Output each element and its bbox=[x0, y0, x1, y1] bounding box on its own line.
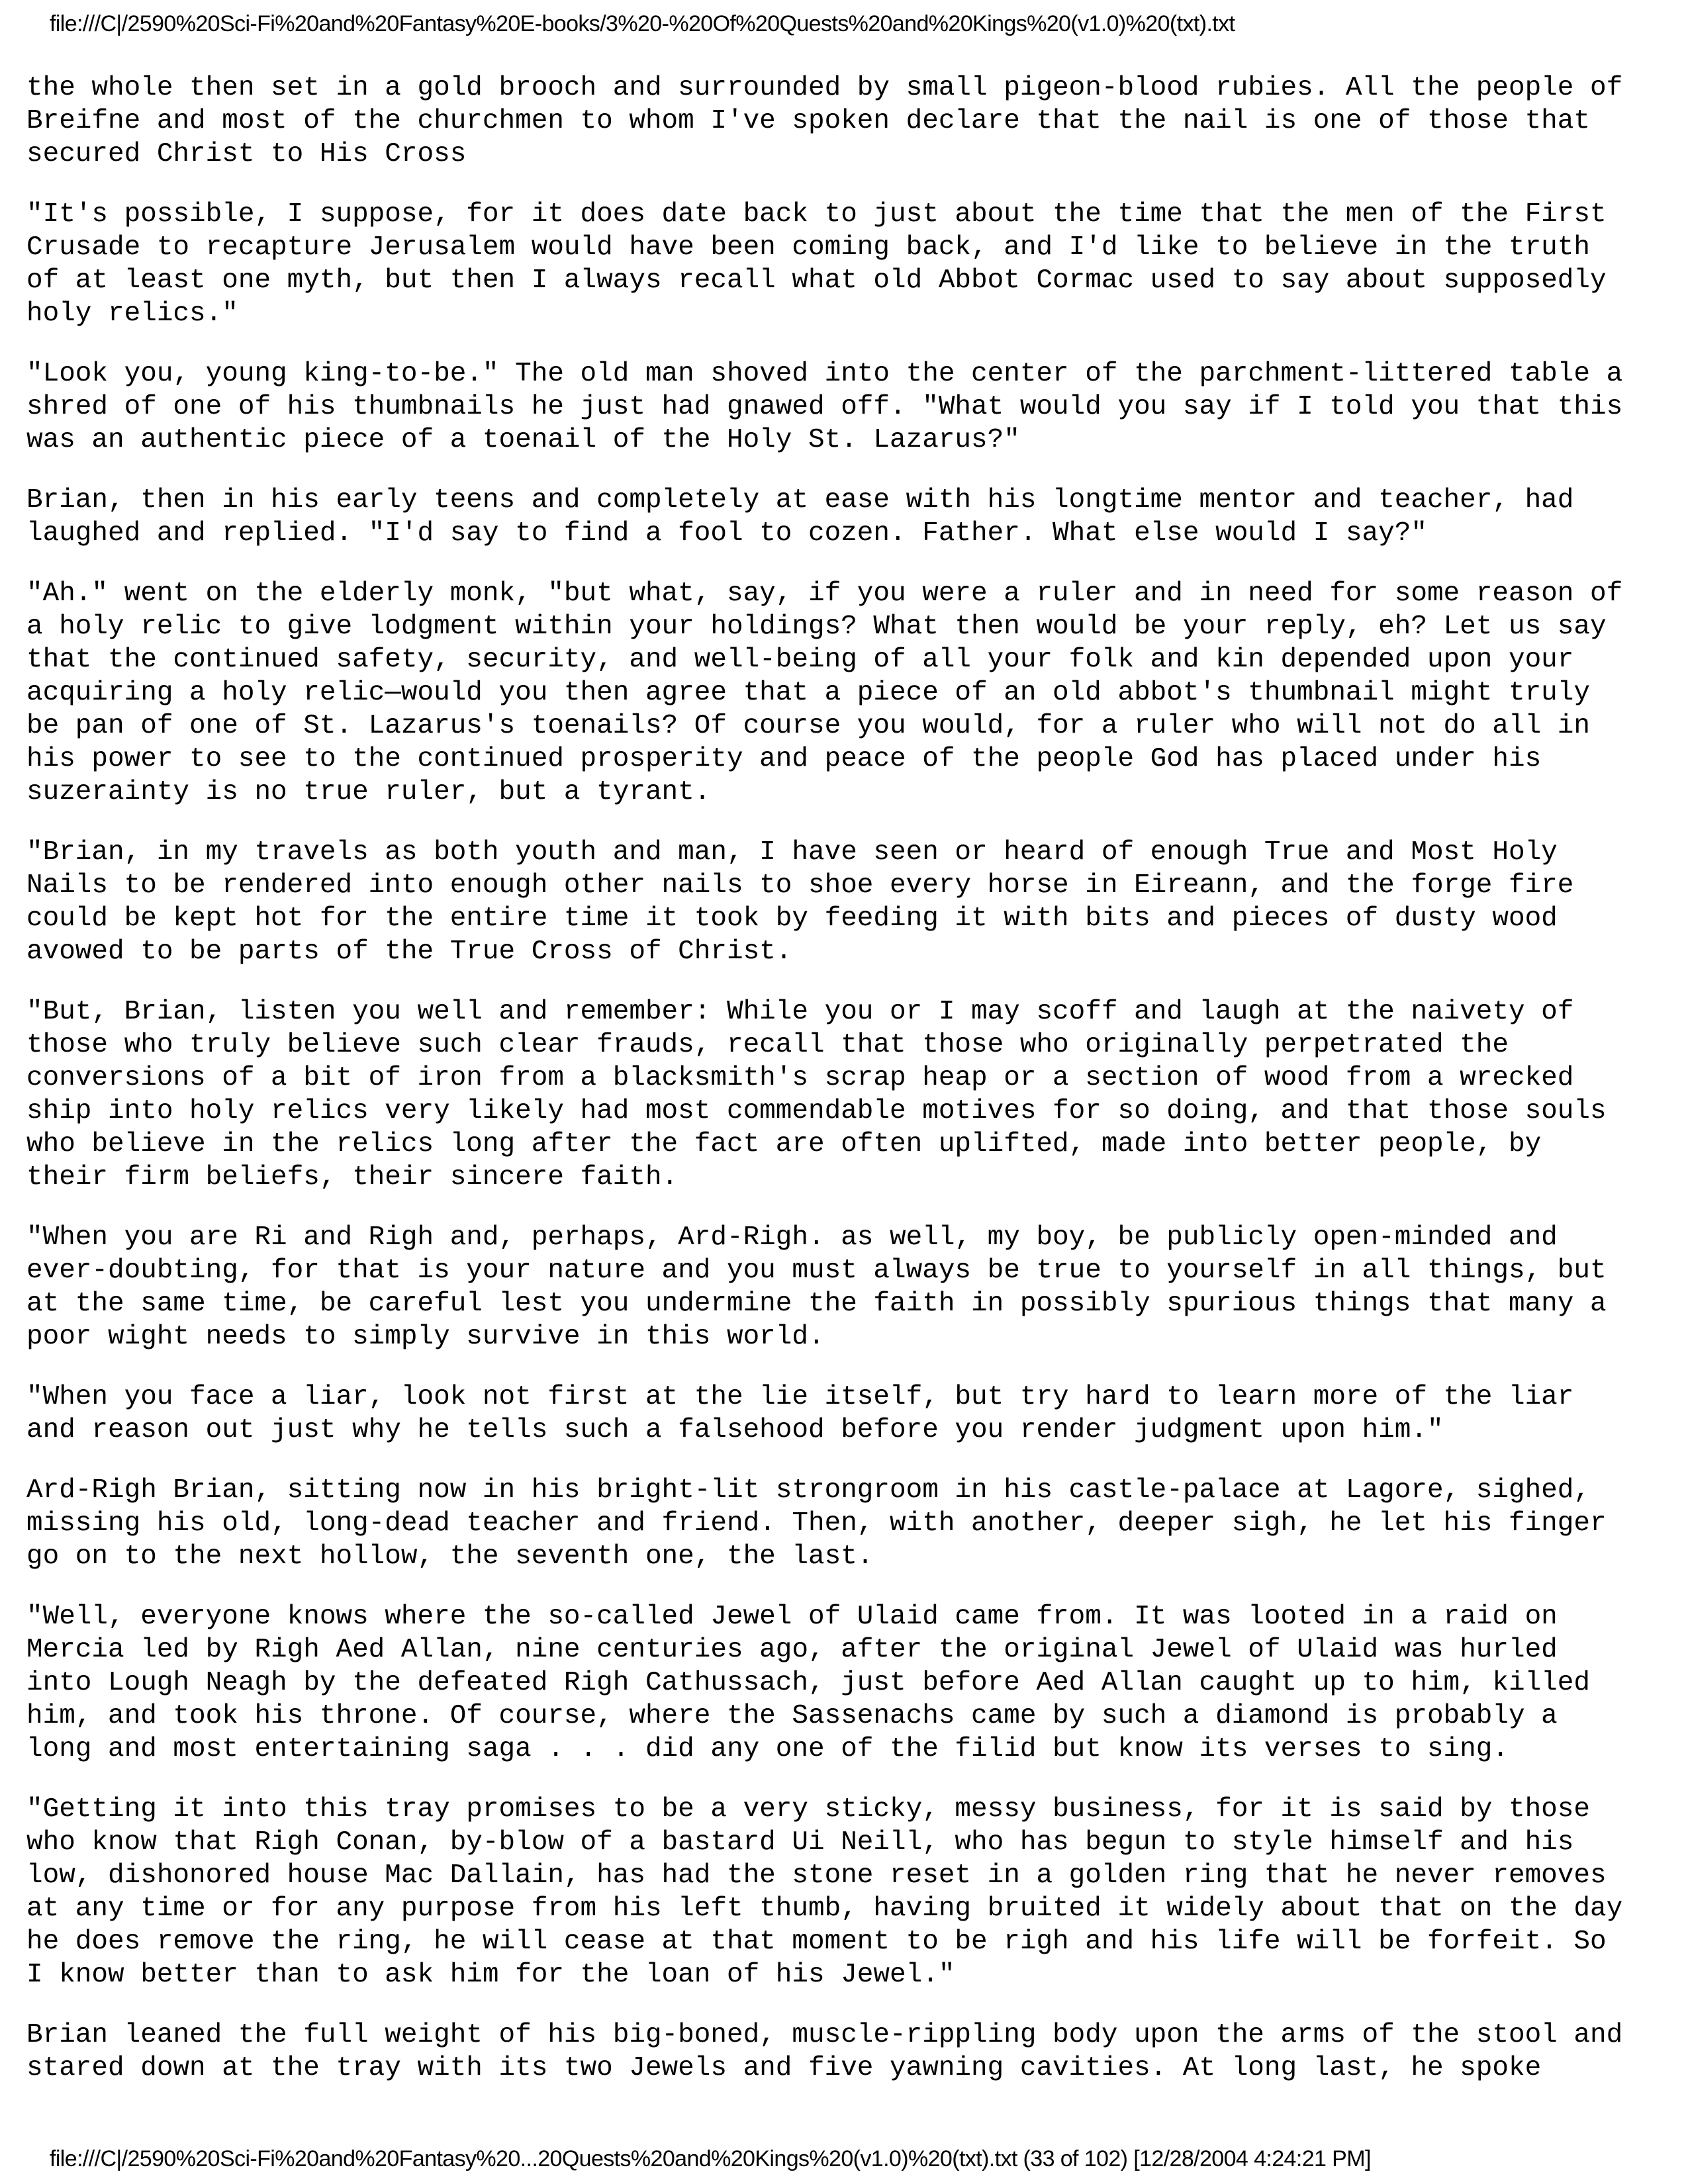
footer-file-path: file:///C|/2590%20Sci-Fi%20and%20Fantasy%20...20Quests%20and%20Kings%20(v1.0)%20(txt).txt (33 of 102) [12/28/2004 4:24:21 PM] bbox=[50, 2146, 1371, 2171]
paragraph: "It's possible, I suppose, for it does date back to just about the time that the men of the First Crusade to recapture Jerusalem would have been coming back, and I'd like to believe in the truth of at least one myth, but then I always recall what old Abbot Cormac used to say about supposedly holy relics." bbox=[26, 199, 1607, 329]
paragraph: Brian, then in his early teens and completely at ease with his longtime mentor and teacher, had laughed and replied. "I'd say to find a fool to cozen. Father. What else would I say?" bbox=[26, 485, 1574, 549]
paragraph: "When you are Ri and Righ and, perhaps, Ard-Righ. as well, my boy, be publicly open-minded and ever-doubting, for that is your nature and you must always be true to yourself in all things, but at the same time, be careful lest you undermine the faith in possibly spurious things that many a poor wight needs to simply survive in this world. bbox=[26, 1222, 1607, 1352]
paragraph: "Getting it into this tray promises to be a very sticky, messy business, for it is said by those who know that Righ Conan, by-blow of a bastard Ui Neill, who has begun to style himself and his low, dishonored house Mac Dallain, has had the stone reset in a golden ring that he never removes at any time or for any purpose from his left thumb, having bruited it widely about that on the day he does remove the ring, he will cease at that moment to be righ and his life will be forfeit. So I know better than to ask him for the loan of his Jewel." bbox=[26, 1794, 1623, 1990]
document-body bbox=[26, 71, 1668, 2112]
header-file-path: file:///C|/2590%20Sci-Fi%20and%20Fantasy%20E-books/3%20-%20Of%20Quests%20and%20Kings%20(v1.0)%20(txt).txt bbox=[50, 11, 1235, 36]
paragraph: "When you face a liar, look not first at the lie itself, but try hard to learn more of the liar and reason out just why he tells such a falsehood before you render judgment upon him." bbox=[26, 1382, 1574, 1445]
paragraph: "Brian, in my travels as both youth and man, I have seen or heard of enough True and Most Holy Nails to be rendered into enough other nails to shoe every horse in Eireann, and the forge fire could be kept hot for the entire time it took by feeding it with bits and pieces of dusty wood avowed to be parts of the True Cross of Christ. bbox=[26, 837, 1574, 967]
paragraph: "Ah." went on the elderly monk, "but what, say, if you were a ruler and in need for some reason of a holy relic to give lodgment within your holdings? What then would be your reply, eh? Let us say that the continued safety, security, and well-being of all your folk and kin depended upon your acquiring a holy relic—would you then agree that a piece of an old abbot's thumbnail might truly be pan of one of St. Lazarus's toenails? Of course you would, for a ruler who will not do all in his power to see to the continued prosperity and peace of the people God has placed under his suzerainty is no true ruler, but a tyrant. bbox=[26, 578, 1623, 807]
paragraph: "Look you, young king-to-be." The old man shoved into the center of the parchment-littered table a shred of one of his thumbnails he just had gnawed off. "What would you say if I told you that this was an authentic piece of a toenail of the Holy St. Lazarus?" bbox=[26, 359, 1623, 455]
paragraph: Brian leaned the full weight of his big-boned, muscle-rippling body upon the arms of the stool and stared down at the tray with its two Jewels and five yawning cavities. At long last, he spoke bbox=[26, 2020, 1623, 2083]
paragraph: the whole then set in a gold brooch and surrounded by small pigeon-blood rubies. All the people of Breifne and most of the churchmen to whom I've spoken declare that the nail is one of those that secured Christ to His Cross bbox=[26, 73, 1623, 169]
paragraph: Ard-Righ Brian, sitting now in his bright-lit strongroom in his castle-palace at Lagore, sighed, missing his old, long-dead teacher and friend. Then, with another, deeper sigh, he let his finger go on to the next hollow, the seventh one, the last. bbox=[26, 1475, 1607, 1572]
paragraph: "But, Brian, listen you well and remember: While you or I may scoff and laugh at the naivety of those who truly believe such clear frauds, recall that those who originally perpetrated the conversions of a bit of iron from a blacksmith's scrap heap or a section of wood from a wrecked ship into holy relics very likely had most commendable motives for so doing, and that those souls who believe in the relics long after the fact are often uplifted, made into better people, by their firm beliefs, their sincere faith. bbox=[26, 997, 1607, 1193]
paragraph: "Well, everyone knows where the so-called Jewel of Ulaid came from. It was looted in a raid on Mercia led by Righ Aed Allan, nine centuries ago, after the original Jewel of Ulaid was hurled into Lough Neagh by the defeated Righ Cathussach, just before Aed Allan caught up to him, killed him, and took his throne. Of course, where the Sassenachs came by such a diamond is probably a long and most entertaining saga . . . did any one of the filid but know its verses to sing. bbox=[26, 1602, 1590, 1764]
